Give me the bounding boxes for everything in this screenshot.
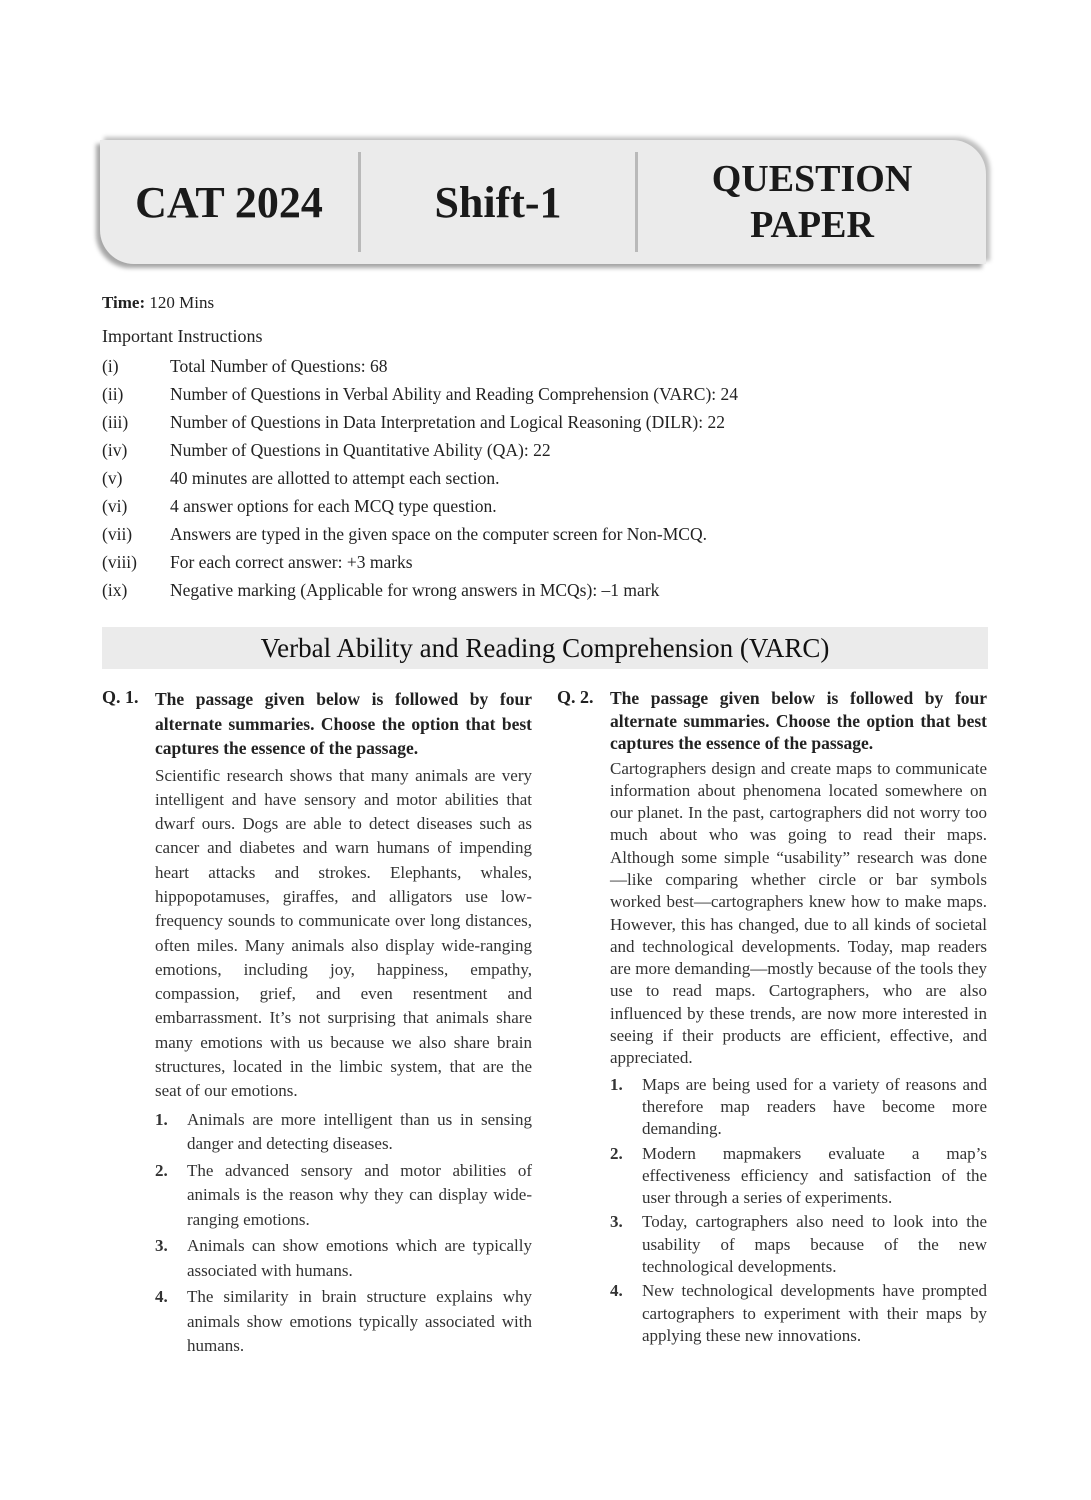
answer-option[interactable]	[155, 1234, 532, 1283]
instruction-num: (iv)	[102, 440, 128, 460]
section-heading: Verbal Ability and Reading Comprehension (VARC)	[102, 627, 988, 669]
instruction-item	[102, 548, 738, 576]
instruction-num: (vii)	[102, 524, 133, 544]
question-1	[102, 687, 532, 1361]
option-number: 2.	[155, 1160, 168, 1180]
option-number: 4.	[155, 1287, 168, 1307]
answer-option[interactable]	[155, 1285, 532, 1359]
option-text: Modern mapmakers evaluate a map’s effectiveness efficiency and satisfaction of the user through a series of experiments.	[642, 1143, 987, 1208]
instructions-list	[102, 352, 738, 604]
question-stem: The passage given below is followed by four alternate summaries. Choose the option that best captures the essence of the passage.	[155, 689, 532, 758]
instruction-item	[102, 352, 738, 380]
answer-option[interactable]	[610, 1280, 987, 1347]
answer-option[interactable]	[610, 1074, 987, 1141]
instruction-text: Number of Questions in Quantitative Ability (QA): 22	[170, 440, 551, 460]
answer-option[interactable]	[155, 1108, 532, 1157]
instruction-num: (v)	[102, 468, 123, 488]
exam-title: CAT 2024	[135, 177, 323, 227]
question-2	[557, 687, 987, 1349]
option-number: 3.	[610, 1212, 623, 1232]
instruction-num: (ii)	[102, 384, 124, 404]
instruction-text: 4 answer options for each MCQ type question.	[170, 496, 497, 516]
answer-options	[610, 1074, 987, 1348]
option-text: Animals can show emotions which are typically associated with humans.	[187, 1236, 532, 1280]
instruction-num: (iii)	[102, 412, 129, 432]
instruction-num: (vi)	[102, 496, 128, 516]
question-header	[102, 687, 532, 761]
answer-options	[155, 1108, 532, 1359]
paper-type-line1: QUESTION	[711, 158, 913, 200]
instruction-text: 40 minutes are allotted to attempt each section.	[170, 468, 500, 488]
option-text: The similarity in brain structure explains why animals show emotions typically associated with humans.	[187, 1287, 532, 1356]
instructions-title: Important Instructions	[102, 326, 263, 346]
instruction-text: Answers are typed in the given space on the computer screen for Non-MCQ.	[170, 524, 707, 544]
question-number: Q. 2.	[557, 687, 594, 707]
instruction-text: Total Number of Questions: 68	[170, 356, 388, 376]
instruction-num: (i)	[102, 356, 119, 376]
paper-type-line2: PAPER	[750, 204, 874, 246]
option-text: The advanced sensory and motor abilities of animals is the reason why they can display wide-ranging emotions.	[187, 1160, 532, 1229]
instruction-text: Negative marking (Applicable for wrong answers in MCQs): –1 mark	[170, 580, 660, 600]
question-header	[557, 687, 987, 755]
answer-option[interactable]	[610, 1143, 987, 1210]
option-number: 4.	[610, 1281, 623, 1301]
option-number: 1.	[155, 1109, 168, 1129]
instruction-text: Number of Questions in Verbal Ability and Reading Comprehension (VARC): 24	[170, 384, 739, 404]
question-passage: Cartographers design and create maps to communicate information about phenomena located somewhere on our planet. In the past, cartographers did not worry too much about who was going to read their maps. Although some simple “usability” research was done—like comparing whether circle or bar symbols worked best—cartographers knew how to make maps. However, this has changed, due to all kinds of societal and technological developments. Today, map readers are more demanding—mostly because of the tools they use to read maps. Cartographers, who are also influenced by these trends, are now more interested in seeing if their products are efficient, effective, and appreciated.	[610, 758, 987, 1068]
option-text: New technological developments have prompted cartographers to experiment with their maps by applying these new innovations.	[642, 1281, 987, 1345]
time-allotted	[102, 293, 214, 313]
instruction-text: Number of Questions in Data Interpretation and Logical Reasoning (DILR): 22	[170, 412, 725, 432]
instruction-text: For each correct answer: +3 marks	[170, 552, 413, 572]
time-value: 120 Mins	[149, 293, 215, 312]
option-number: 2.	[610, 1143, 623, 1163]
option-text: Today, cartographers also need to look into the usability of maps because of the new technological developments.	[642, 1212, 987, 1277]
time-label: Time:	[102, 293, 146, 312]
instruction-item	[102, 492, 738, 520]
option-number: 3.	[155, 1236, 168, 1256]
answer-option[interactable]	[610, 1211, 987, 1278]
instruction-num: (ix)	[102, 580, 128, 600]
shift-label: Shift-1	[434, 177, 562, 227]
paper-header-banner	[100, 140, 986, 264]
question-number: Q. 1.	[102, 687, 139, 707]
paper-type	[638, 140, 986, 264]
instruction-item	[102, 436, 738, 464]
instruction-item	[102, 464, 738, 492]
question-stem: The passage given below is followed by four alternate summaries. Choose the option that best captures the essence of the passage.	[610, 688, 987, 753]
instruction-item	[102, 408, 738, 436]
option-text: Maps are being used for a variety of reasons and therefore map readers have become more demanding.	[642, 1074, 987, 1139]
instruction-item	[102, 520, 738, 548]
question-passage: Scientific research shows that many animals are very intelligent and have sensory and motor abilities that dwarf ours. Dogs are able to detect diseases such as cancer and diabetes and warn humans of impending heart attacks and strokes. Elephants, whales, hippopotamuses, giraffes, and alligators use low-frequency sounds to communicate over long distances, often miles. Many animals also display wide-ranging emotions, including joy, happiness, empathy, compassion, grief, and even resentment and embarrassment. It’s not surprising that animals share many emotions with us because we also share brain structures, located in the limbic system, that are the seat of our emotions.	[155, 765, 532, 1101]
instruction-num: (viii)	[102, 552, 137, 572]
instruction-item	[102, 380, 738, 408]
answer-option[interactable]	[155, 1159, 532, 1233]
instruction-item	[102, 576, 738, 604]
option-text: Animals are more intelligent than us in sensing danger and detecting diseases.	[187, 1109, 532, 1154]
option-number: 1.	[610, 1074, 623, 1094]
